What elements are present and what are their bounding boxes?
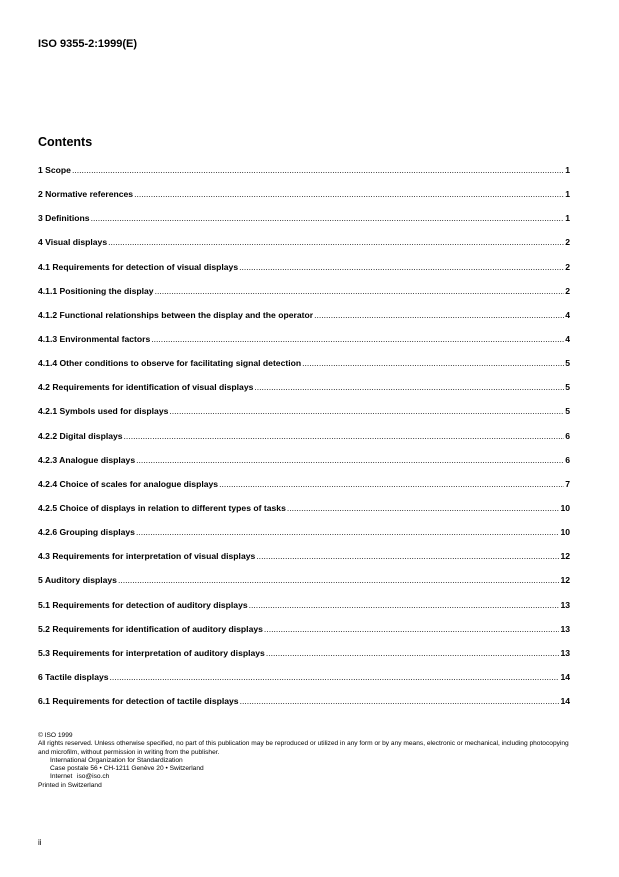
toc-page-number: 12: [560, 575, 570, 586]
toc-entry-title: 4.2.6 Grouping displays: [38, 527, 135, 538]
toc-dot-leader: [287, 503, 560, 513]
toc-page-number: 12: [560, 551, 570, 562]
toc-page-number: 14: [560, 671, 570, 682]
toc-entry[interactable]: [38, 527, 570, 551]
toc-dot-leader: [240, 696, 560, 706]
toc-dot-leader: [151, 334, 564, 344]
toc-page-number: 2: [565, 261, 570, 272]
toc-entry-title: 4.1.4 Other conditions to observe for facilitating signal detection: [38, 358, 302, 369]
toc-entry[interactable]: [38, 286, 570, 310]
toc-entry-title: 4.2.3 Analogue displays: [38, 454, 136, 465]
toc-dot-leader: [136, 455, 564, 465]
toc-entry[interactable]: [38, 575, 570, 599]
copyright-block: [38, 732, 578, 790]
toc-entry-title: 4.1.2 Functional relationships between the display and the operator: [38, 309, 314, 320]
toc-entry-title: 4.1.3 Environmental factors: [38, 333, 151, 344]
toc-page-number: 13: [560, 599, 570, 610]
toc-dot-leader: [169, 406, 564, 416]
toc-dot-leader: [249, 600, 560, 610]
toc-page-number: 1: [565, 213, 570, 224]
toc-entry-title: 3 Definitions: [38, 213, 90, 224]
toc-page-number: 5: [565, 358, 570, 369]
toc-page-number: 7: [565, 478, 570, 489]
toc-entry[interactable]: [38, 455, 570, 479]
toc-entry[interactable]: [38, 431, 570, 455]
document-header: ISO 9355-2:1999(E): [38, 38, 138, 50]
toc-dot-leader: [239, 262, 564, 272]
toc-dot-leader: [266, 648, 560, 658]
toc-entry[interactable]: [38, 213, 570, 237]
copyright-notice: © ISO 1999: [38, 732, 73, 739]
toc-page-number: 4: [565, 333, 570, 344]
contact-email[interactable]: iso@iso.ch: [77, 773, 110, 781]
toc-page-number: 10: [560, 502, 570, 513]
toc-dot-leader: [136, 527, 559, 537]
toc-dot-leader: [134, 189, 564, 199]
internet-contact: [38, 773, 578, 781]
toc-dot-leader: [155, 286, 565, 296]
toc-dot-leader: [118, 575, 559, 585]
toc-entry[interactable]: [38, 310, 570, 334]
table-of-contents: [38, 165, 570, 720]
toc-page-number: 6: [565, 454, 570, 465]
toc-entry[interactable]: [38, 672, 570, 696]
toc-entry-title: 5 Auditory displays: [38, 575, 117, 586]
toc-entry-title: 5.2 Requirements for identification of auditory displays: [38, 623, 263, 634]
contents-heading: Contents: [38, 135, 93, 149]
toc-page-number: 1: [565, 189, 570, 200]
toc-entry[interactable]: [38, 358, 570, 382]
toc-dot-leader: [302, 358, 564, 368]
toc-dot-leader: [91, 213, 565, 223]
toc-entry[interactable]: [38, 551, 570, 575]
toc-entry-title: 4 Visual displays: [38, 237, 108, 248]
toc-entry[interactable]: [38, 624, 570, 648]
toc-entry-title: 4.2.5 Choice of displays in relation to different types of tasks: [38, 502, 286, 513]
toc-dot-leader: [124, 431, 565, 441]
toc-dot-leader: [314, 310, 564, 320]
toc-page-number: 4: [565, 309, 570, 320]
toc-entry-title: 6.1 Requirements for detection of tactile displays: [38, 696, 239, 707]
toc-entry-title: 6 Tactile displays: [38, 671, 109, 682]
organization-name: International Organization for Standardization: [50, 756, 183, 764]
toc-dot-leader: [110, 672, 560, 682]
toc-entry[interactable]: [38, 165, 570, 189]
toc-page-number: 13: [560, 647, 570, 658]
toc-entry[interactable]: [38, 262, 570, 286]
toc-entry-title: 4.1.1 Positioning the display: [38, 285, 154, 296]
toc-entry[interactable]: [38, 696, 570, 720]
toc-page-number: 14: [560, 696, 570, 707]
toc-page-number: 2: [565, 237, 570, 248]
toc-entry[interactable]: [38, 406, 570, 430]
toc-dot-leader: [72, 165, 564, 175]
toc-entry-title: 5.1 Requirements for detection of auditory displays: [38, 599, 248, 610]
toc-entry-title: 5.3 Requirements for interpretation of auditory displays: [38, 647, 265, 658]
toc-entry[interactable]: [38, 479, 570, 503]
toc-dot-leader: [219, 479, 564, 489]
toc-page-number: 5: [565, 406, 570, 417]
toc-page-number: 10: [560, 527, 570, 538]
toc-dot-leader: [108, 237, 564, 247]
toc-entry-title: 4.2.4 Choice of scales for analogue displays: [38, 478, 219, 489]
toc-entry-title: 4.2.2 Digital displays: [38, 430, 123, 441]
toc-entry-title: 4.2 Requirements for identification of visual displays: [38, 382, 254, 393]
toc-entry[interactable]: [38, 382, 570, 406]
toc-page-number: 1: [565, 165, 570, 175]
toc-dot-leader: [256, 551, 559, 561]
internet-label: Internet: [50, 773, 73, 781]
page-number: ii: [38, 838, 42, 847]
toc-entry-title: 4.2.1 Symbols used for displays: [38, 406, 169, 417]
printed-location: Printed in Switzerland: [38, 781, 102, 789]
rights-statement: All rights reserved. Unless otherwise specified, no part of this publication may be reproduced or utilized in any form or by any means, electronic or mechanical, including photocopying and microfilm, without permission in writing from the publisher.: [38, 740, 569, 756]
toc-entry-title: 1 Scope: [38, 165, 71, 175]
toc-entry[interactable]: [38, 334, 570, 358]
toc-page-number: 13: [560, 623, 570, 634]
toc-page-number: 5: [565, 382, 570, 393]
toc-page-number: 6: [565, 430, 570, 441]
toc-entry[interactable]: [38, 503, 570, 527]
toc-entry[interactable]: [38, 189, 570, 213]
toc-entry[interactable]: [38, 648, 570, 672]
toc-page-number: 2: [565, 285, 570, 296]
toc-entry-title: 2 Normative references: [38, 189, 134, 200]
toc-dot-leader: [254, 382, 564, 392]
toc-entry[interactable]: [38, 237, 570, 261]
toc-dot-leader: [264, 624, 560, 634]
toc-entry-title: 4.3 Requirements for interpretation of visual displays: [38, 551, 256, 562]
toc-entry-title: 4.1 Requirements for detection of visual displays: [38, 261, 239, 272]
toc-entry[interactable]: [38, 600, 570, 624]
postal-address: Case postale 56 • CH-1211 Genève 20 • Switzerland: [50, 765, 204, 773]
